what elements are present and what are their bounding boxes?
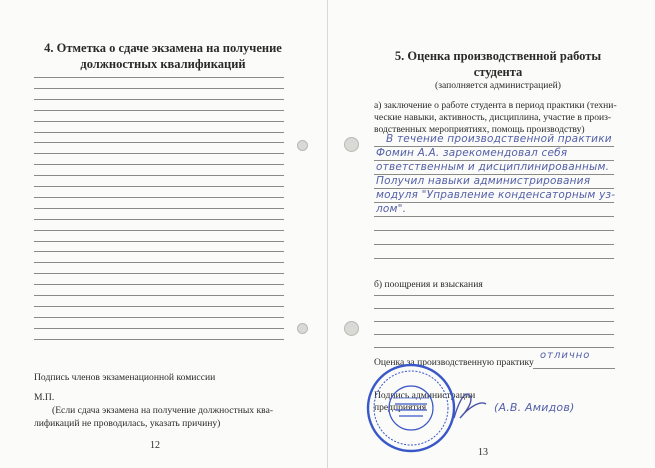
left-title-line1: 4. Отметка о сдаче экзамена на получение [44,41,282,55]
grade-value: отлично [540,350,591,361]
conclusion-line1: а) заключение о работе студента в период практики (техни- [374,100,617,111]
left-ruled-line [34,273,284,274]
organization-stamp [365,362,457,454]
left-ruled-line [34,241,284,242]
right-title-line2: студента [473,65,523,79]
left-ruled-line [34,219,284,220]
rewards-ruled-line [374,308,614,309]
conclusion-ruled-line [374,230,614,231]
exam-note-line2: лификаций не проводилась, указать причину) [34,418,221,429]
admin-signature-label: Подпись администрации [374,390,476,401]
conclusion-line2: ческие навыки, активность, дисциплина, участие в произ- [374,112,612,123]
left-ruled-line [34,175,284,176]
left-ruled-line [34,110,284,111]
handwritten-line-6: лом". [376,203,407,215]
left-ruled-line [34,328,284,329]
grade-label: Оценка за производственную практику [374,357,534,368]
left-ruled-line [34,262,284,263]
admin-fill-subtitle: (заполняется администрацией) [435,80,561,91]
left-title-line2: должностных квалификаций [80,57,246,71]
left-ruled-line [34,164,284,165]
conclusion-ruled-line [374,258,614,259]
left-ruled-line [34,99,284,100]
rewards-ruled-line [374,334,614,335]
handwritten-line-3: ответственным и дисциплинированным. [376,161,610,173]
handwritten-line-1: В течение производственной практики [386,133,612,145]
enterprise-label: предприятия [374,402,427,413]
left-ruled-line [34,132,284,133]
conclusion-line3: водственных мероприятиях, помощь производству) [374,124,585,135]
page-number-right: 13 [478,447,488,458]
left-ruled-line [34,142,284,143]
binding-hole-shadow-bottom [297,323,308,334]
page-number-left: 12 [150,440,160,451]
left-ruled-line [34,284,284,285]
rewards-ruled-line [374,321,614,322]
rewards-ruled-line [374,347,614,348]
rewards-ruled-line [374,295,614,296]
left-ruled-line [34,77,284,78]
left-ruled-line [34,230,284,231]
left-ruled-line [34,208,284,209]
left-ruled-line [34,186,284,187]
right-title-line1: 5. Оценка производственной работы [394,49,602,63]
grade-underline [533,368,615,369]
signature-name: (А.В. Амидов) [494,401,575,414]
left-ruled-line [34,317,284,318]
left-ruled-line [34,153,284,154]
commission-signature-label: Подпись членов экзаменационной комиссии [34,372,216,383]
handwritten-line-5: модуля "Управление конденсаторным уз- [376,189,616,201]
exam-note-line1: (Если сдача экзамена на получение должностных ква- [52,405,274,416]
handwritten-line-2: Фомин А.А. зарекомендовал себя [376,147,568,159]
binding-hole-shadow-top [297,140,308,151]
left-ruled-line [34,251,284,252]
left-ruled-line [34,339,284,340]
left-ruled-line [34,88,284,89]
left-ruled-line [34,121,284,122]
left-ruled-line [34,295,284,296]
left-ruled-lines [34,0,284,468]
conclusion-ruled-line [374,244,614,245]
left-ruled-line [34,306,284,307]
mp-label: М.П. [34,392,55,403]
left-ruled-line [34,197,284,198]
rewards-label: б) поощрения и взыскания [374,279,483,290]
handwritten-line-4: Получил навыки администрирования [376,175,591,187]
conclusion-ruled-line [374,216,614,217]
conclusion-ruled-line [374,202,614,203]
